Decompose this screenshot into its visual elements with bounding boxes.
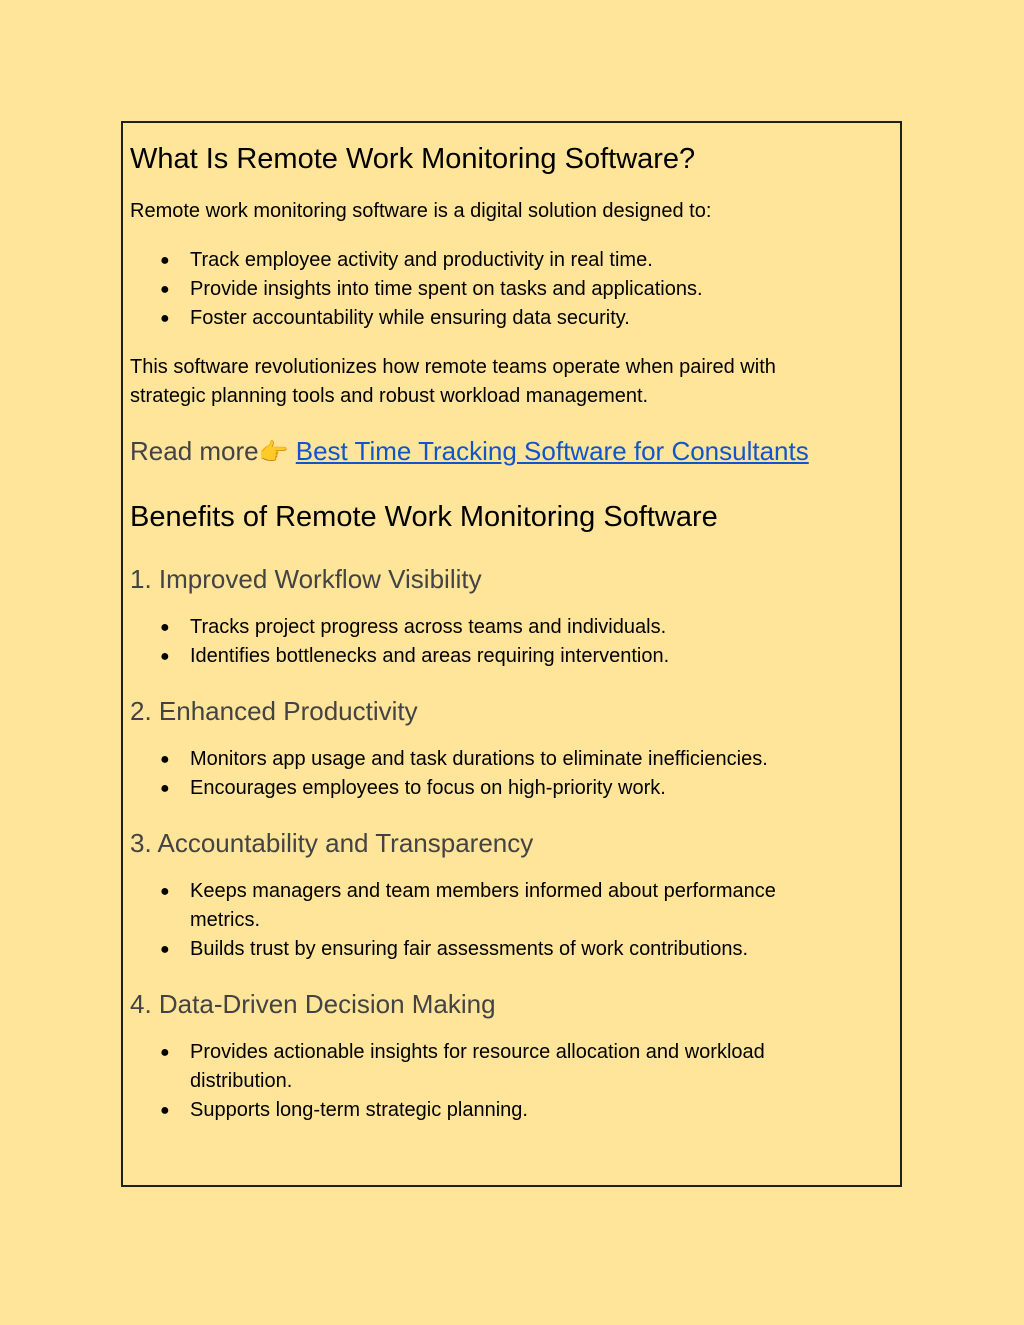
features-list: [130, 246, 890, 333]
pointing-hand-icon: 👉: [258, 439, 289, 466]
read-more-line: [130, 433, 890, 471]
bullet-icon: ●: [160, 751, 170, 768]
subsection-list-1: [130, 613, 890, 671]
subsection-list-4: [130, 1038, 850, 1125]
list-item: ● Provide insights into time spent on tasks and applications.: [130, 275, 890, 304]
description-paragraph: This software revolutionizes how remote teams operate when paired with strategic planning tools and robust workload management.: [130, 356, 776, 407]
list-item: ● Track employee activity and productivity in real time.: [130, 246, 890, 275]
read-more-label: Read more: [130, 436, 259, 466]
bullet-icon: ●: [160, 648, 170, 665]
bullet-icon: ●: [160, 310, 170, 327]
list-item: ● Encourages employees to focus on high-priority work.: [130, 774, 890, 803]
list-item: ● Supports long-term strategic planning.: [130, 1096, 850, 1125]
read-more-link[interactable]: Best Time Tracking Software for Consultants: [295, 436, 809, 466]
list-item: ● Tracks project progress across teams and individuals.: [130, 613, 890, 642]
subsection-heading-3: 3. Accountability and Transparency: [130, 828, 534, 858]
subsection-list-3: [130, 877, 850, 964]
bullet-icon: ●: [160, 1044, 170, 1061]
section-title-benefits: Benefits of Remote Work Monitoring Software: [130, 501, 718, 533]
bullet-icon: ●: [160, 281, 170, 298]
list-item: ● Provides actionable insights for resource allocation and workload distribution.: [130, 1038, 850, 1096]
section-title-what-is: What Is Remote Work Monitoring Software?: [130, 143, 696, 175]
subsection-list-2: [130, 745, 890, 803]
bullet-icon: ●: [160, 941, 170, 958]
intro-text: Remote work monitoring software is a digital solution designed to:: [130, 200, 712, 222]
bullet-icon: ●: [160, 619, 170, 636]
list-item: ● Identifies bottlenecks and areas requiring intervention.: [130, 642, 890, 671]
bullet-icon: ●: [160, 883, 170, 900]
bullet-icon: ●: [160, 252, 170, 269]
subsection-heading-1: 1. Improved Workflow Visibility: [130, 564, 482, 594]
document-content: [130, 139, 890, 1125]
subsection-heading-2: 2. Enhanced Productivity: [130, 696, 418, 726]
bullet-icon: ●: [160, 780, 170, 797]
list-item: ● Keeps managers and team members informed about performance metrics.: [130, 877, 850, 935]
list-item: ● Monitors app usage and task durations to eliminate inefficiencies.: [130, 745, 890, 774]
bullet-icon: ●: [160, 1102, 170, 1119]
list-item: ● Foster accountability while ensuring data security.: [130, 304, 890, 333]
subsection-heading-4: 4. Data-Driven Decision Making: [130, 989, 496, 1019]
list-item: ● Builds trust by ensuring fair assessments of work contributions.: [130, 935, 850, 964]
